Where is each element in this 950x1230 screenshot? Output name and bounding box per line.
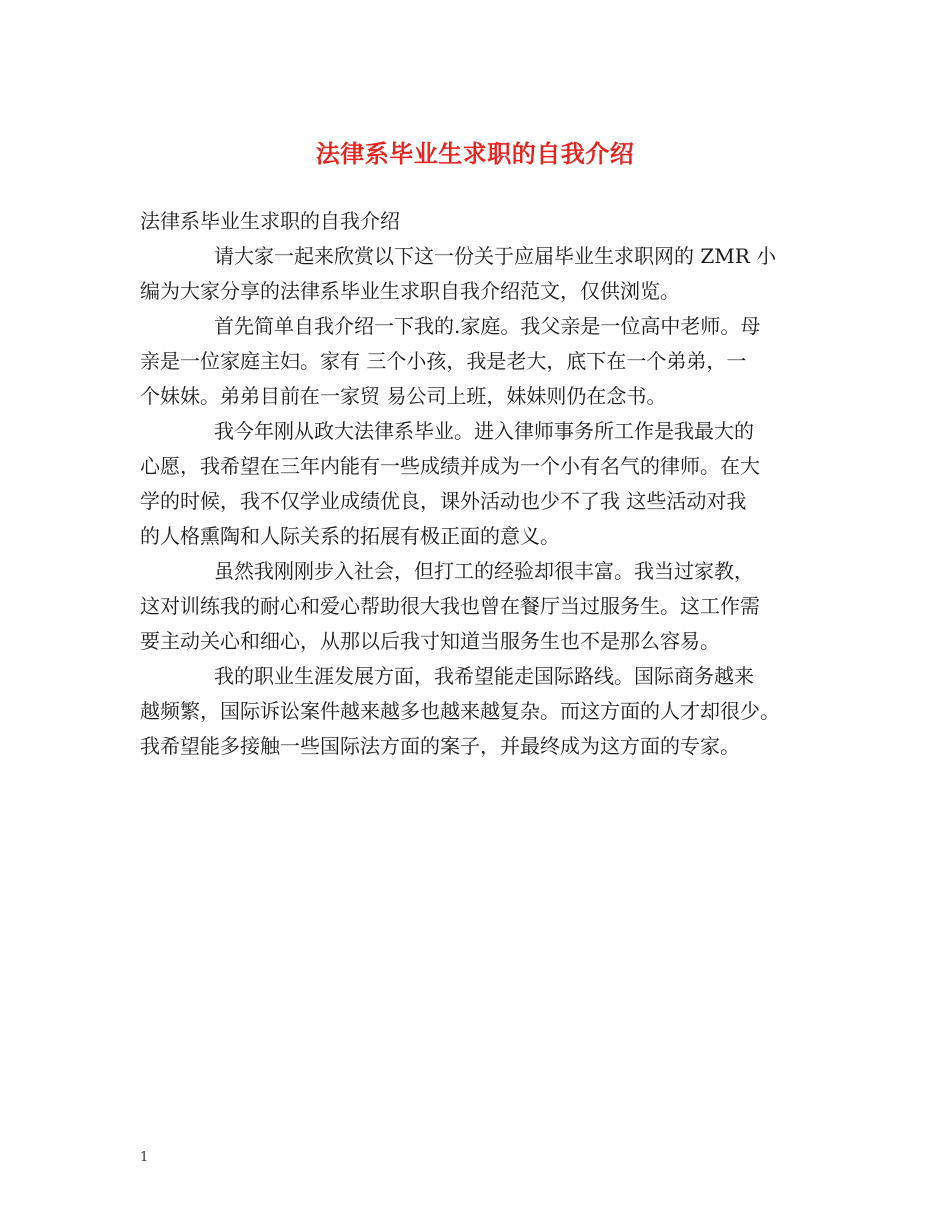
page-number: 1: [140, 1150, 149, 1165]
body-line: 我希望能多接触一些国际法方面的案子，并最终成为这方面的专家。: [140, 734, 740, 758]
body-line: 越频繁，国际诉讼案件越来越多也越来越复杂。而这方面的人才却很少。: [140, 699, 780, 723]
body-line: 请大家一起来欣赏以下这一份关于应届毕业生求职网的 ZMR 小: [214, 244, 777, 268]
body-line: 编为大家分享的法律系毕业生求职自我介绍范文，仅供浏览。: [140, 279, 680, 303]
document-body: [140, 204, 830, 764]
body-line: 法律系毕业生求职的自我介绍: [140, 209, 400, 233]
body-line: 首先简单自我介绍一下我的.家庭。我父亲是一位高中老师。母: [214, 314, 761, 338]
body-line: 亲是一位家庭主妇。家有 三个小孩，我是老大，底下在一个弟弟，一: [140, 349, 747, 373]
body-line: 虽然我刚刚步入社会，但打工的经验却很丰富。我当过家教，: [214, 559, 754, 583]
body-line: 心愿，我希望在三年内能有一些成绩并成为一个小有名气的律师。在大: [140, 454, 760, 478]
body-line: 学的时候，我不仅学业成绩优良，课外活动也少不了我 这些活动对我: [140, 489, 747, 513]
body-line: 要主动关心和细心，从那以后我寸知道当服务生也不是那么容易。: [140, 629, 720, 653]
body-line: 的人格熏陶和人际关系的拓展有极正面的意义。: [140, 524, 560, 548]
document-title: 法律系毕业生求职的自我介绍: [315, 139, 635, 168]
body-line: 这对训练我的耐心和爱心帮助很大我也曾在餐厅当过服务生。这工作需: [140, 594, 760, 618]
body-line: 我今年刚从政大法律系毕业。进入律师事务所工作是我最大的: [214, 419, 754, 443]
body-line: 我的职业生涯发展方面，我希望能走国际路线。国际商务越来: [214, 664, 754, 688]
body-line: 个妹妹。弟弟目前在一家贸 易公司上班，妹妹则仍在念书。: [140, 384, 667, 408]
